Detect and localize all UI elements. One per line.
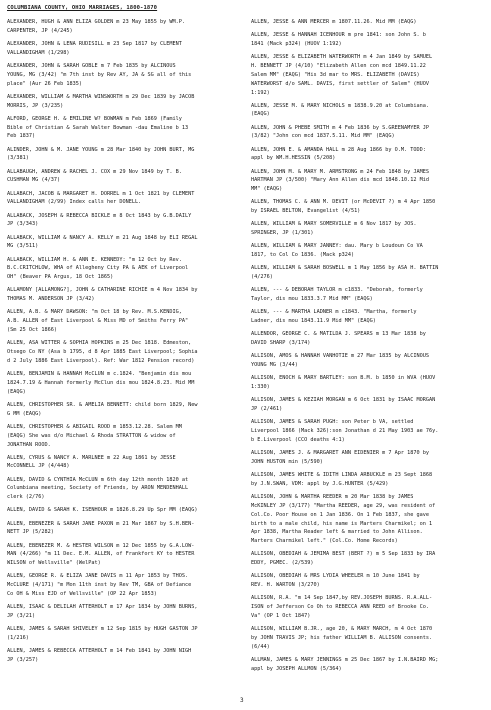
- entry-line: JP (2/461): [251, 406, 283, 413]
- entry-line: ALLEN, JOHN & PHEBE SMITH m 4 Feb 1836 by S.GREENAMYER JP: [251, 124, 430, 131]
- entry-line: ALLEN, JAMES & REBECCA ATTERHOLT m 14 Feb 1841 by JOHN NIGH: [7, 648, 192, 655]
- marriage-entry: [251, 53, 487, 97]
- entry-line: ALLEN, JOHN E. & AMANDA HALL m 28 Aug 1866 by O.M. TODD:: [251, 146, 426, 153]
- entry-line: ISON of Jefferson Co Oh to REBECCA ANN REED of Brooke Co.: [251, 604, 430, 611]
- entry-line: 1:330): [251, 384, 270, 391]
- entry-line: ALEXANDER, JOHN & SARAH GOBLE m 7 Feb 1835 by ALCINOUS: [7, 62, 176, 69]
- entry-line: ALLISON, AMOS & HANNAH VANHOTIE m 27 Mar 1835 by ALCINOUS: [251, 353, 430, 360]
- entry-line: Co OH & Miss EJD of Wellsville" (OP 22 Apr 1853): [7, 591, 157, 598]
- entry-line: Va" (OP 1 Oct 1847): [251, 613, 311, 620]
- marriage-entry: [7, 308, 243, 335]
- entry-line: b E.Liverpool (CCO deaths 4:1): [251, 436, 345, 443]
- entry-line: ALFORD, GEORGE H. & EMILINE W? BOWMAN m Feb 1869 (Family: [7, 115, 182, 122]
- marriage-entry: [251, 374, 487, 392]
- marriage-entry: [7, 603, 243, 621]
- marriage-entry: [251, 102, 487, 120]
- entry-line: Salem MM" (EAQG) "His 3d mar to MRS. ELIZABETH (DAVIS): [251, 71, 420, 78]
- marriage-entry: [251, 449, 487, 467]
- entry-line: (3/381): [7, 155, 29, 162]
- entry-line: ALEXANDER, HUGH & ANN ELIZA GOLDEN m 23 May 1855 by WM.P.: [7, 19, 186, 25]
- entry-line: CUSHMAN MG (4/37): [7, 177, 61, 184]
- entry-line: ALLEN, THOMAS C. & ANN M. DEVIT (or McDEVIT ?) m 4 Apr 1850: [251, 199, 436, 206]
- entry-line: ALLEN, --- & MARTHA LADNER m c1843. "Martha, formerly: [251, 309, 417, 316]
- marriage-entry: [251, 220, 487, 238]
- entry-line: ALLISON, OBEDIAH & JEMIMA BEST (BERT ?) m 5 Sep 1833 by IRA: [251, 551, 436, 558]
- entry-line: OH" (Beaver PA Argus, 18 Oct 1865): [7, 274, 114, 281]
- marriage-entry: [7, 506, 243, 515]
- marriage-entry: [251, 18, 487, 27]
- entry-line: ALLISON, ENOCH & MARY BARTLEY: son B.M. b 1850 in WVA (HUOV: [251, 375, 436, 382]
- entry-line: ALLISON, WILLIAM B.JR., age 20, & MARY MARCH, m 4 Oct 1870: [251, 626, 433, 633]
- marriage-entry: [7, 401, 243, 419]
- entry-line: Columbiana meeting, Society of Friends, by ARON MENDENHALL: [7, 485, 189, 492]
- entry-line: (EAQG) She was d/o Michael & Rhoda STRATTON & widow of: [7, 432, 176, 439]
- entry-line: ALLEN, CHRISTOPHER & ABIGAIL ROOD m 1853.12.28. Salem MM: [7, 423, 182, 430]
- marriage-entry: [7, 18, 243, 36]
- entry-line: ALLEN, WILLIAM & SARAH BOSWELL m 1 May 1856 by ASA H. BATTIN: [251, 265, 439, 272]
- entry-line: McCONNELL JP (4/448): [7, 463, 70, 470]
- entry-line: CARPENTER, JP (4/245): [7, 27, 73, 34]
- marriage-entry: [7, 168, 243, 186]
- entry-line: ALLEN, JESSE M. & MARY NICHOLS m 1838.9.20 at Columbiana.: [251, 102, 430, 109]
- entry-line: MAN (4/266) "m 11 Dec. E.M. ALLEN, of Frankfort KY to HESTER: [7, 551, 195, 558]
- entry-line: appl by WM.H.HESSIN (5/208): [251, 155, 336, 162]
- entry-line: d 2 July 1886 East Liverpool). Ref: War 1812 Pension record): [7, 357, 195, 364]
- entry-line: JP (3/343): [7, 221, 39, 228]
- marriage-entry: [7, 115, 243, 142]
- entry-line: 1841 (Mack p324) (HUOV 1:192): [251, 40, 342, 47]
- marriage-entry: [251, 352, 487, 370]
- entry-line: place" (Aur 26 Feb 1835): [7, 80, 82, 87]
- entry-line: ALLEN, WILLIAM & MARY SOMERVILLE m 6 Nov 1817 by JOS.: [251, 221, 417, 228]
- entry-line: Col.Co. Poor House on 1 Jan 1836. On 1 Feb 1837, she gave: [251, 511, 430, 518]
- page-number: 3: [240, 697, 244, 704]
- entry-line: B.C.CRITCHLOW, WHA of Allegheny City PA & AEK of Liverpool: [7, 265, 189, 272]
- marriage-entry: [251, 493, 487, 546]
- entry-line: ALLABACK, JOSEPH & REBECCA BICKLE m 8 Oct 1843 by G.B.DAILY: [7, 212, 192, 219]
- entry-line: MM" (EAQG): [251, 186, 283, 193]
- marriage-entry: [7, 234, 243, 252]
- entry-line: 1817, to Col Co 1836. (Mack p324): [251, 252, 355, 259]
- marriage-entry: [251, 286, 487, 304]
- entry-line: ALLABACH, JACOB & MARGARET H. DORREL m 1 Oct 1821 by CLEMENT: [7, 190, 195, 197]
- entry-line: (EAQG): [251, 111, 270, 118]
- entry-line: 1:192): [251, 89, 270, 96]
- right-column: [251, 18, 487, 678]
- entry-line: ALLEN, JAMES & SARAH SHIVELEY m 12 Sep 1815 by HUGH GASTON JP: [7, 626, 198, 633]
- entry-line: ALLEN, JESSE & ELIZABETH WATERWORTH m 4 Jan 1849 by SAMUEL: [251, 54, 433, 61]
- entry-line: VALLANDIGHAM (2/99) Index calls her DONELL.: [7, 199, 142, 206]
- entry-line: McCLURE (4/171) "m Mon 11th inst by Rev TM, GBA of Defiance: [7, 582, 192, 589]
- entry-line: ALLEN, JESSE & ANN MERCER m 1807.11.26. Mid MM (EAQG): [251, 19, 417, 25]
- entry-line: EDDY, PGMEC. (2/539): [251, 560, 314, 567]
- entry-line: ALLEN, JESSE & HANNAH ICENHOUR m pre 1841: son John S. b: [251, 32, 426, 39]
- marriage-entry: [7, 370, 243, 397]
- entry-line: MORRIS, JP (3/235): [7, 102, 64, 109]
- entry-line: ALLENDOR, GEORGE C. & MATILDA J. SPEARS m 13 Mar 1838 by: [251, 331, 426, 338]
- entry-line: Taylor, dis mou 1833.3.7 Mid MM" (EAQG): [251, 296, 373, 303]
- entry-line: birth to a male child, his name is Marters Charmikel; on 1: [251, 520, 433, 527]
- entry-line: ALLEN, DAVID & CYNTHIA McCLUN m 6th day 12th month 1820 at: [7, 476, 189, 483]
- entry-line: WATERWORST d/o SAML. DAVIS, first settler of Salem" (HUOV: [251, 80, 430, 87]
- entry-line: NETT JP (5/282): [7, 529, 54, 536]
- entry-line: (1/216): [7, 635, 29, 642]
- entry-line: (Sm 25 Oct 1866): [7, 327, 57, 334]
- marriage-entry: [7, 572, 243, 599]
- entry-line: DAVID SHARP (3/174): [251, 340, 311, 347]
- entry-line: ALLISON, R.A. "m 14 Sep 1847,by REV.JOSEPH BURNS. R.A.ALL-: [251, 595, 433, 602]
- entry-line: ALINDER, JOHN & M. JANE YOUNG m 28 Mar 1840 by JOHN BURT, MG: [7, 146, 195, 153]
- entry-line: appl by JOSEPH ALLMON (5/364): [251, 665, 342, 672]
- marriage-entry: [7, 647, 243, 665]
- entry-line: G MM (EAQG): [7, 410, 42, 417]
- entry-line: THOMAS M. ANDERSON JP (3/42): [7, 296, 95, 303]
- entry-line: ALLEN, ISAAC & DELILAH ATTERHOLT m 17 Apr 1834 by JOHN BURNS,: [7, 604, 198, 611]
- entry-line: by ISRAEL BELTON, Evangelist (4/51): [251, 208, 361, 215]
- entry-line: A.B. ALLEN of East Liverpool & Miss MD of Smiths Ferry PA": [7, 318, 189, 325]
- marriage-entry: [7, 212, 243, 230]
- marriage-entry: [7, 190, 243, 208]
- entry-line: Liverpool 1866 (Mack 326):son Jonathan d 21 May 1903 ae 76y.: [251, 428, 439, 435]
- marriage-entry: [7, 146, 243, 164]
- marriage-entry: [7, 542, 243, 569]
- marriage-entry: [251, 572, 487, 590]
- entry-line: ALLISON, OBEDIAH & MRS LYDIA WHEELER m 10 June 1841 by: [251, 573, 420, 580]
- entry-line: Ladner, dis mou 1843.11.9 Mid MM" (EAQG): [251, 318, 376, 325]
- entry-line: Otsego Co NY (Asa b 1795, d 8 Apr 1885 East Liverpool; Sophia: [7, 349, 198, 356]
- entry-line: ALEXANDER, WILLIAM & MARTHA WINSWORTH m 29 Dec 1839 by JACOB: [7, 93, 195, 100]
- marriage-entry: [251, 396, 487, 414]
- left-column: [7, 18, 243, 669]
- entry-line: YOUNG MG (3/44): [251, 362, 298, 369]
- entry-line: YOUNG, MG (3/42) "m 7th inst by Rev AY, JA & SG all of this: [7, 71, 192, 78]
- marriage-entry: [7, 625, 243, 643]
- entry-line: by JOHN TRAVIS JP; his father WILLIAM B. ALLISON consents.: [251, 635, 433, 642]
- entry-line: ALLABAUGH, ANDREW & RACHEL J. COX m 29 Nov 1849 by T. B.: [7, 168, 182, 175]
- entry-line: VALLANDIGHAM (1/298): [7, 49, 70, 56]
- entry-line: ALLAMONY [ALLAMONG?], JOHN & CATHARINE RICHIE m 4 Nov 1834 by: [7, 287, 198, 294]
- entry-line: clerk (2/76): [7, 494, 45, 501]
- entry-line: JONATHAN ROOD.: [7, 441, 51, 448]
- entry-line: (3/82) "John con mcd 1837.5.11. Mid MM" (EAQG): [251, 133, 395, 140]
- entry-line: ALLISON, JAMES & SARAH PUGH: son Peter b VA, settled: [251, 419, 414, 426]
- entry-line: Bible of Christian & Sarah Walter Bowman -dau Emaline b 13: [7, 124, 189, 131]
- entry-line: McKINLEY JP (3/177) "Martha REEDER, age 29, was resident of: [251, 502, 436, 509]
- entry-line: ALLEN, ASA WITTER & SOPHIA HOPKINS m 25 Dec 1818. Edmeston,: [7, 340, 192, 347]
- marriage-entry: [7, 286, 243, 304]
- marriage-entry: [7, 454, 243, 472]
- entry-line: Feb 1837): [7, 133, 36, 140]
- marriage-entry: [7, 423, 243, 450]
- entry-line: ALLISON, JOHN & MARTHA REEDER m 20 Mar 1838 by JAMES: [251, 494, 414, 501]
- marriage-entry: [7, 93, 243, 111]
- entry-line: REV. H. WARTON (3/270): [251, 582, 320, 589]
- marriage-entry: [7, 339, 243, 366]
- marriage-entry: [251, 168, 487, 195]
- marriage-entry: [251, 625, 487, 652]
- entry-line: ALLABACK, WILLIAM & NANCY A. KELLY m 21 Aug 1848 by ELI REGAL: [7, 234, 198, 241]
- entry-line: ALLEN, --- & DEBORAH TAYLOR m c1833. "Deborah, formerly: [251, 287, 423, 294]
- entry-line: (EAQG): [7, 388, 26, 395]
- marriage-entry: [251, 418, 487, 445]
- marriage-entry: [251, 550, 487, 568]
- entry-line: ALLISON, JAMES WHITE & IDITH LINDA ARBUCKLE m 23 Sept 1868: [251, 472, 433, 479]
- entry-line: ALLMAN, JAMES & MARY JENNINGS m 25 Dec 1867 by I.N.BAIRD MG;: [251, 657, 439, 664]
- marriage-entry: [7, 520, 243, 538]
- entry-line: ALLEN, GEORGE R. & ELIZA JANE DAVIS m 11 Apr 1853 by THOS.: [7, 573, 189, 580]
- entry-line: JP (3/257): [7, 657, 39, 664]
- marriage-entry: [251, 242, 487, 260]
- marriage-entry: [251, 471, 487, 489]
- marriage-entry: [251, 124, 487, 142]
- entry-line: ALLEN, CHRISTOPHER SR. & AMELIA BENNETT: child born 1829, New: [7, 401, 198, 408]
- entry-line: HARTMAN JP (3/500) "Mary Ann Allen dis mcd 1848.10.12 Mid: [251, 177, 430, 184]
- page-header: COLUMBIANA COUNTY, OHIO MARRIAGES, 1800-1870: [7, 5, 158, 11]
- entry-line: MG (3/511): [7, 243, 39, 250]
- entry-line: ALLEN, EBENEZER M. & HESTER WILSON m 12 Dec 1855 by G.A.LOW-: [7, 542, 195, 549]
- entry-line: Marters Charmikel left." (Col.Co. Home Records): [251, 538, 398, 545]
- entry-line: ALLEN, BENJAMIN & HANNAH McCLUN m c.1824. "Benjamin dis mou: [7, 371, 192, 377]
- entry-line: by J.N.SWAN, VDM: appl by J.G.HUNTER (5/429): [251, 480, 389, 487]
- entry-line: ALLEN, A.B. & MARY DAWSON: "m Oct 18 by Rev. M.S.KENDIG,: [7, 309, 182, 316]
- entry-line: ALLEN, WILLIAM & MARY JANNEY: dau. Mary b Loudoun Co VA: [251, 243, 423, 250]
- entry-line: ALLABACK, WILLIAM H. & ANN E. KENNEDY: "m 12 Oct by Rev.: [7, 256, 182, 263]
- entry-line: (4/276): [251, 274, 273, 281]
- entry-line: ALLEN, CYRUS & NANCY A. MARLNEE m 22 Aug 1861 by JESSE: [7, 454, 176, 461]
- marriage-entry: [251, 264, 487, 282]
- entry-line: ALLISON, JAMES J. & MARGARET ANN EIDENIER m 7 Apr 1870 by: [251, 450, 430, 457]
- entry-line: ALLEN, JOHN M. & MARY M. ARMSTRONG m 24 Feb 1848 by JAMES: [251, 168, 430, 175]
- entry-line: ALLISON, JAMES & KEZIAH MORGAN m 6 Oct 1831 by ISAAC MORGAN: [251, 397, 436, 404]
- entry-line: SPRINGER, JP (1/301): [251, 230, 314, 237]
- marriage-entry: [7, 62, 243, 89]
- marriage-entry: [7, 256, 243, 283]
- marriage-entry: [7, 476, 243, 503]
- marriage-entry: [251, 198, 487, 216]
- entry-line: ALLEN, DAVID & SARAH K. ISENHOUR m 1826.8.29 Up Spr MM (EAQG): [7, 507, 198, 514]
- marriage-entry: [251, 31, 487, 49]
- entry-line: ALEXANDER, JOHN & LENA RUDISILL m 23 Sep 1817 by CLEMENT: [7, 40, 182, 47]
- marriage-entry: [7, 40, 243, 58]
- entry-line: (6/44): [251, 643, 270, 650]
- entry-line: JP (3/21): [7, 613, 36, 620]
- entry-line: JOHN HUSTON min (5/590): [251, 458, 323, 465]
- entry-line: Apr 1838, Martha Reader left & married to John Allison.: [251, 529, 423, 536]
- marriage-entry: [251, 308, 487, 326]
- entry-line: WILSON of Wellsville" (WelPat): [7, 560, 101, 567]
- marriage-entry: [251, 330, 487, 348]
- entry-line: ALLEN, EBENEZER & SARAH JANE PAXON m 21 Mar 1867 by S.H.BEN-: [7, 520, 195, 527]
- marriage-entry: [251, 656, 487, 674]
- entry-line: 1824.7.19 & Hannah formerly McClun dis mou 1824.8.23. Mid MM: [7, 379, 195, 386]
- marriage-entry: [251, 594, 487, 621]
- marriage-entry: [251, 146, 487, 164]
- entry-line: H. BENNETT JP (4/10) "Elizabeth Allen con mcd 1849.11.22: [251, 62, 426, 69]
